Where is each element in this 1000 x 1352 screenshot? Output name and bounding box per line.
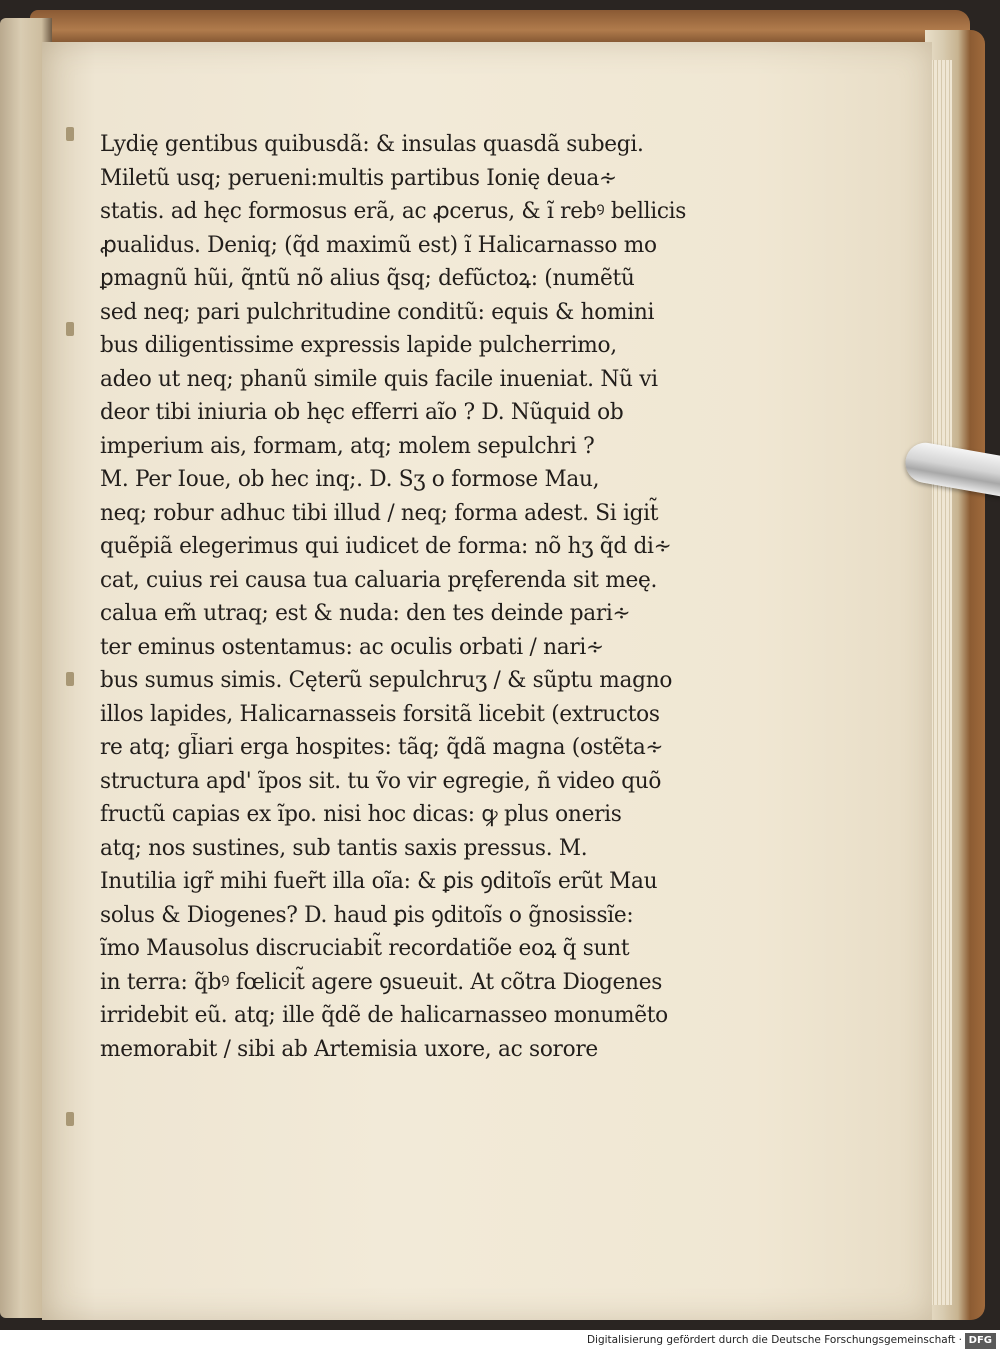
text-line: bus sumus simis. Cęterũ sepulchruʒ / & sũptu magno — [100, 668, 673, 693]
funding-credit: Digitalisierung gefördert durch die Deutsche Forschungsgemeinschaft · — [586, 1334, 962, 1346]
text-line: structura apd' ĩpos sit. tu ṽo vir egregie, ñ video quõ — [100, 768, 662, 794]
text-line: re atq; gl̃iari erga hospites: tãq; q̃dã magna (ostẽta∻ — [100, 735, 664, 760]
text-line: bus diligentissime expressis lapide pulcherrimo, — [100, 333, 617, 358]
text-line: atq; nos sustines, sub tantis saxis pressus. M. — [100, 835, 588, 861]
text-line: in terra: q̃bꝰ fœlicit̃ agere ꝯsueuit. At cõtra Diogenes — [100, 969, 663, 995]
text-line: sed neq; pari pulchritudine conditũ: equis & homini — [100, 299, 655, 325]
text-line: adeo ut neq; phanũ simile quis facile inueniat. Nũ vi — [100, 366, 658, 392]
text-line: irridebit eũ. atq; ille q̃dẽ de halicarnasseo monumẽto — [100, 1003, 668, 1028]
text-line: Inutilia igr̃ mihi fuer̃t illa oĩa: & ꝑis ꝯditoĩs erũt Mau — [100, 869, 658, 894]
text-line: imperium ais, formam, atq; molem sepulchri ? — [100, 433, 595, 459]
footer-bar — [0, 1330, 1000, 1352]
text-line: ꝑmagnũ hũi, q̃ntũ nõ alius q̃sq; defũctoꝝ: (numẽtũ — [100, 266, 635, 291]
text-line: Lydię gentibus quibusdã: & insulas quasdã subegi. — [100, 132, 644, 157]
text-line: calua em̃ utraq; est & nuda: den tes deinde pari∻ — [100, 601, 631, 626]
text-line: M. Per Ioue, ob hec inq;. D. Sʒ o formose Mau, — [100, 467, 600, 492]
page-edges — [930, 60, 952, 1305]
text-line: memorabit / sibi ab Artemisia uxore, ac sorore — [100, 1036, 598, 1062]
text-line: solus & Diogenes? D. haud ꝑis ꝯditoĩs o g̃nosissĩe: — [100, 902, 634, 928]
dfg-logo-icon: DFG — [965, 1333, 996, 1349]
text-line: cat, cuius rei causa tua caluaria pręferenda sit meę. — [100, 567, 658, 593]
text-line: fructũ capias ex ĩpo. nisi hoc dicas: ꝙ plus oneris — [100, 802, 622, 827]
margin-mark — [66, 322, 74, 336]
text-line: deor tibi iniuria ob hęc efferri aĩo ? D. Nũquid ob — [100, 400, 624, 425]
margin-mark — [66, 1112, 74, 1126]
text-line: statis. ad hęc formosus erã, ac ꝓcerus, & ĩ rebꝰ bellicis — [100, 199, 687, 224]
text-line: ter eminus ostentamus: ac oculis orbati / nari∻ — [100, 634, 604, 660]
text-line: quẽpiã elegerimus qui iudicet de forma: nõ hʒ q̃d di∻ — [100, 534, 672, 559]
text-line: ĩmo Mausolus discruciabit̃ recordatiõe eoꝝ q̃ sunt — [100, 936, 630, 961]
text-line: illos lapides, Halicarnasseis forsitã licebit (extructos — [100, 701, 660, 727]
margin-mark — [66, 672, 74, 686]
text-line: neq; robur adhuc tibi illud / neq; forma adest. Si igit̃ — [100, 500, 659, 526]
text-line: ꝓualidus. Deniq; (q̃d maximũ est) ĩ Halicarnasso mo — [100, 232, 657, 258]
margin-mark — [66, 127, 74, 141]
text-line: Miletũ usq; perueni:multis partibus Ionię deua∻ — [100, 165, 617, 191]
page-text — [100, 128, 740, 1066]
